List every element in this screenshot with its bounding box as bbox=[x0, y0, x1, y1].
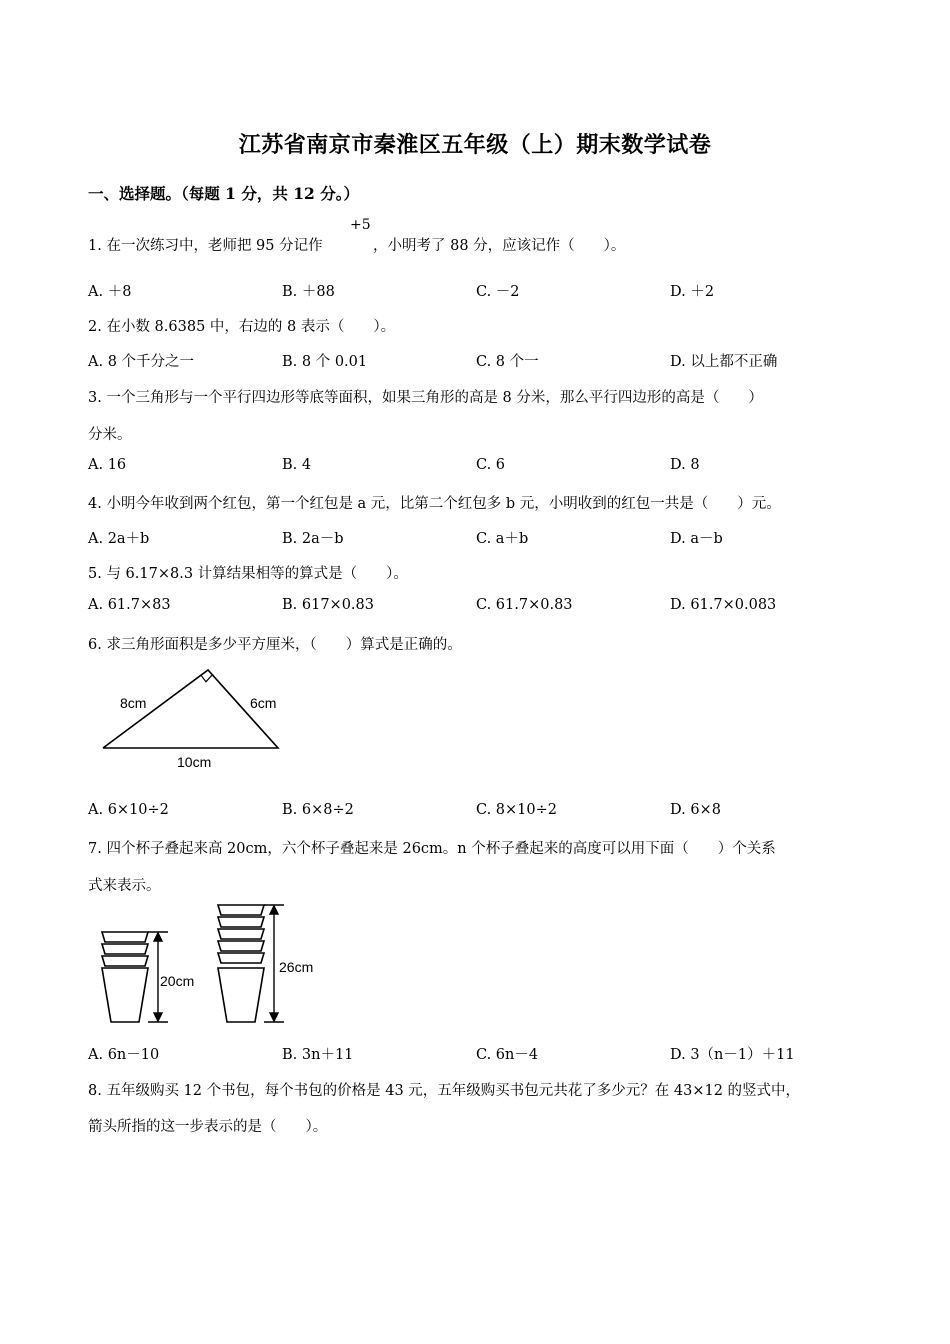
question-1-text-b: ，小明考了 88 分，应该记作（ ）。 bbox=[373, 238, 626, 254]
section-heading: 一、选择题。（每题 1 分，共 12 分。） bbox=[88, 184, 359, 203]
triangle-figure bbox=[98, 662, 288, 772]
question-2-option-c[interactable]: C. 8 个一 bbox=[476, 354, 539, 370]
small-stack-height-label: 20cm bbox=[160, 973, 195, 989]
small-cup-stack bbox=[102, 932, 148, 1022]
question-7-option-a[interactable]: A. 6n－10 bbox=[88, 1047, 160, 1063]
triangle-right-side-label: 6cm bbox=[250, 695, 277, 711]
question-6-option-c[interactable]: C. 8×10÷2 bbox=[476, 802, 557, 818]
question-8-line-2: 箭头所指的这一步表示的是（ ）。 bbox=[88, 1119, 328, 1135]
question-6-text: 6. 求三角形面积是多少平方厘米，（ ）算式是正确的。 bbox=[88, 637, 462, 653]
question-5-option-c[interactable]: C. 61.7×0.83 bbox=[476, 597, 573, 613]
large-cup-stack bbox=[218, 905, 264, 1022]
question-4-option-d[interactable]: D. a－b bbox=[670, 531, 723, 547]
question-3-option-c[interactable]: C. 6 bbox=[476, 457, 506, 473]
question-5-text: 5. 与 6.17×8.3 计算结果相等的算式是（ ）。 bbox=[88, 566, 408, 582]
question-4-text: 4. 小明今年收到两个红包，第一个红包是 a 元，比第二个红包多 b 元，小明收到的红包一共是（ ）元。 bbox=[88, 496, 781, 512]
right-angle-mark bbox=[201, 674, 213, 681]
question-5-option-d[interactable]: D. 61.7×0.083 bbox=[670, 597, 777, 613]
question-3-line-1: 3. 一个三角形与一个平行四边形等底等面积，如果三角形的高是 8 分米，那么平行四边形的高是（ ） bbox=[88, 390, 763, 406]
question-1-option-a[interactable]: A. ＋8 bbox=[88, 284, 132, 300]
question-6-option-d[interactable]: D. 6×8 bbox=[670, 802, 721, 818]
question-7-line-2: 式来表示。 bbox=[88, 878, 161, 894]
question-1-option-d[interactable]: D. ＋2 bbox=[670, 284, 715, 300]
page-title: 江苏省南京市秦淮区五年级（上）期末数学试卷 bbox=[238, 132, 712, 158]
question-6-option-b[interactable]: B. 6×8÷2 bbox=[282, 802, 354, 818]
question-5-option-b[interactable]: B. 617×0.83 bbox=[282, 597, 374, 613]
question-7-option-b[interactable]: B. 3n＋11 bbox=[282, 1047, 354, 1063]
question-7-option-c[interactable]: C. 6n－4 bbox=[476, 1047, 539, 1063]
large-stack-height-label: 26cm bbox=[279, 959, 314, 975]
question-4-option-b[interactable]: B. 2a－b bbox=[282, 531, 344, 547]
question-1-superscript: +5 bbox=[350, 217, 371, 233]
question-7-line-1: 7. 四个杯子叠起来高 20cm，六个杯子叠起来是 26cm。n 个杯子叠起来的高度可以用下面（ ）个关系 bbox=[88, 841, 776, 857]
question-2-option-a[interactable]: A. 8 个千分之一 bbox=[88, 354, 195, 370]
question-4-option-c[interactable]: C. a＋b bbox=[476, 531, 529, 547]
question-5-option-a[interactable]: A. 61.7×83 bbox=[88, 597, 171, 613]
question-1-option-c[interactable]: C. －2 bbox=[476, 284, 520, 300]
question-8-line-1: 8. 五年级购买 12 个书包，每个书包的价格是 43 元，五年级购买书包元共花了多少元？在 43×12 的竖式中， bbox=[88, 1083, 801, 1099]
cups-figure bbox=[96, 900, 336, 1030]
question-2-option-d[interactable]: D. 以上都不正确 bbox=[670, 354, 778, 370]
question-1-text-a: 1. 在一次练习中，老师把 95 分记作 bbox=[88, 238, 323, 254]
triangle-left-side-label: 8cm bbox=[120, 695, 147, 711]
question-2-option-b[interactable]: B. 8 个 0.01 bbox=[282, 354, 368, 370]
question-4-option-a[interactable]: A. 2a＋b bbox=[88, 531, 150, 547]
question-3-line-2: 分米。 bbox=[88, 427, 132, 443]
question-1-option-b[interactable]: B. ＋88 bbox=[282, 284, 335, 300]
triangle-base-label: 10cm bbox=[177, 754, 212, 770]
question-3-option-b[interactable]: B. 4 bbox=[282, 457, 312, 473]
question-6-option-a[interactable]: A. 6×10÷2 bbox=[88, 802, 169, 818]
question-7-option-d[interactable]: D. 3（n－1）＋11 bbox=[670, 1047, 795, 1063]
question-3-option-d[interactable]: D. 8 bbox=[670, 457, 700, 473]
question-2-text: 2. 在小数 8.6385 中，右边的 8 表示（ ）。 bbox=[88, 319, 396, 335]
question-3-option-a[interactable]: A. 16 bbox=[88, 457, 127, 473]
